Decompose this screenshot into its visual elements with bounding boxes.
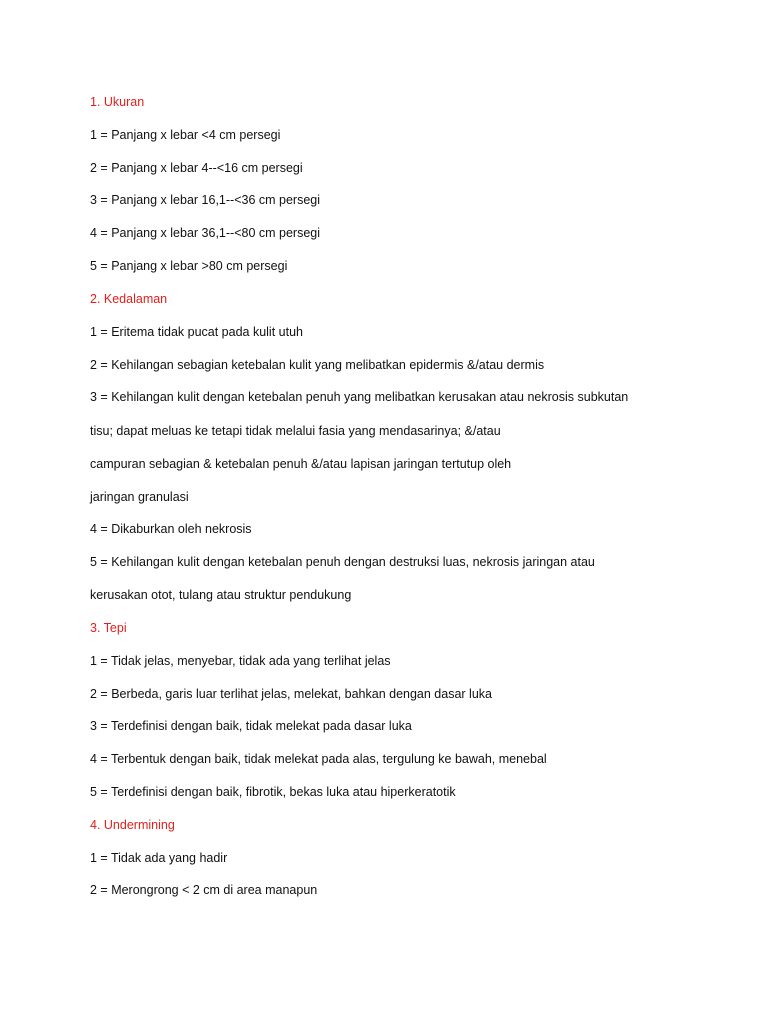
kedalaman-line-3: 3 = Kehilangan kulit dengan ketebalan penuh yang melibatkan kerusakan atau nekrosis subkutan <box>90 390 629 404</box>
ukuran-line-4: 4 = Panjang x lebar 36,1--<80 cm persegi <box>90 226 320 240</box>
tepi-line-1: 1 = Tidak jelas, menyebar, tidak ada yang terlihat jelas <box>90 654 391 668</box>
ukuran-line-3: 3 = Panjang x lebar 16,1--<36 cm persegi <box>90 193 320 207</box>
tepi-line-5: 5 = Terdefinisi dengan baik, fibrotik, bekas luka atau hiperkeratotik <box>90 785 456 799</box>
section-heading-ukuran: 1. Ukuran <box>90 95 145 109</box>
kedalaman-line-3-cont-1: tisu; dapat meluas ke tetapi tidak melalui fasia yang mendasarinya; &/atau <box>90 424 501 438</box>
tepi-line-2: 2 = Berbeda, garis luar terlihat jelas, melekat, bahkan dengan dasar luka <box>90 687 492 701</box>
ukuran-line-5: 5 = Panjang x lebar >80 cm persegi <box>90 259 288 273</box>
kedalaman-line-5: 5 = Kehilangan kulit dengan ketebalan penuh dengan destruksi luas, nekrosis jaringan atau <box>90 555 595 569</box>
kedalaman-line-1: 1 = Eritema tidak pucat pada kulit utuh <box>90 325 303 339</box>
ukuran-line-2: 2 = Panjang x lebar 4--<16 cm persegi <box>90 161 303 175</box>
undermining-line-2: 2 = Merongrong < 2 cm di area manapun <box>90 883 318 897</box>
kedalaman-line-4: 4 = Dikaburkan oleh nekrosis <box>90 522 252 536</box>
kedalaman-line-2: 2 = Kehilangan sebagian ketebalan kulit yang melibatkan epidermis &/atau dermis <box>90 358 545 372</box>
section-heading-undermining: 4. Undermining <box>90 818 175 832</box>
kedalaman-line-3-cont-3: jaringan granulasi <box>90 490 189 504</box>
section-heading-tepi: 3. Tepi <box>90 621 127 635</box>
tepi-line-4: 4 = Terbentuk dengan baik, tidak melekat pada alas, tergulung ke bawah, menebal <box>90 752 547 766</box>
ukuran-line-1: 1 = Panjang x lebar <4 cm persegi <box>90 128 281 142</box>
kedalaman-line-3-cont-2: campuran sebagian & ketebalan penuh &/atau lapisan jaringan tertutup oleh <box>90 457 512 471</box>
tepi-line-3: 3 = Terdefinisi dengan baik, tidak melekat pada dasar luka <box>90 719 412 733</box>
section-heading-kedalaman: 2. Kedalaman <box>90 292 168 306</box>
kedalaman-line-5-cont: kerusakan otot, tulang atau struktur pendukung <box>90 588 352 602</box>
undermining-line-1: 1 = Tidak ada yang hadir <box>90 851 228 865</box>
